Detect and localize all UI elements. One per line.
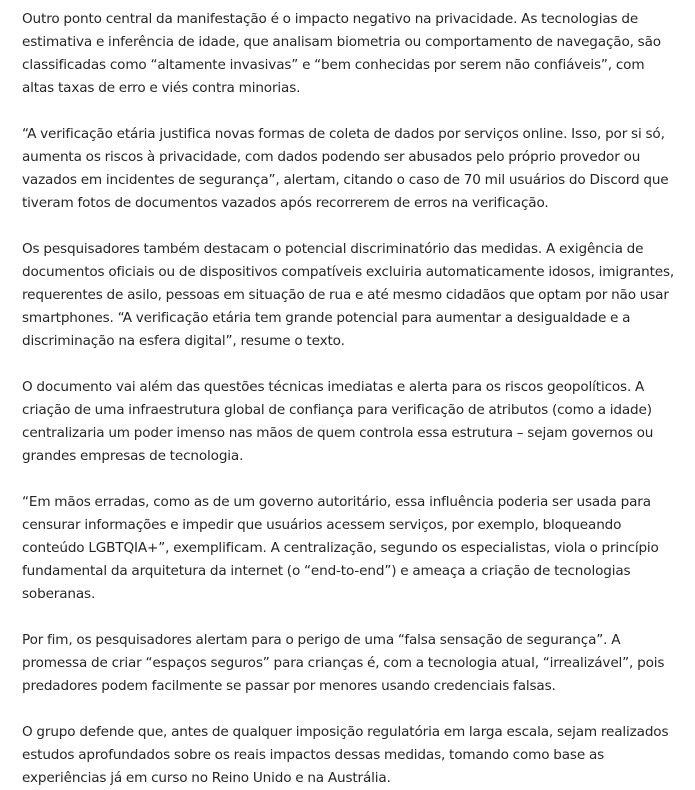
paragraph-discrimination: Os pesquisadores também destacam o potencial discriminatório das medidas. A exigência de documentos oficiais ou de dispositivos compatíveis excluiria automaticamente idosos, imigrantes, requerentes de asilo, pessoas em situação de rua e até mesmo cidadãos que optam por não usar smartphones. “A verificação etária tem grande potencial para aumentar a desigualdade e a discriminação na esfera digital”, resume o texto. — [22, 241, 675, 349]
paragraph-conclusion: O grupo defende que, antes de qualquer imposição regulatória em larga escala, sejam realizados estudos aprofundados sobre os reais impactos dessas medidas, tomando como base as experiências já em curso no Reino Unido e na Austrália. — [22, 724, 669, 786]
paragraph-authoritarian-quote: “Em mãos erradas, como as de um governo autoritário, essa influência poderia ser usada para censurar informações e impedir que usuários acessem serviços, por exemplo, bloqueando conteúdo LGBTQIA+”, exemplificam. A centralização, segundo os especialistas, viola o princípio fundamental da arquitetura da internet (o “end-to-end”) e ameaça a criação de tecnologias soberanas. — [22, 494, 659, 602]
paragraph-geopolitical-risks: O documento vai além das questões técnicas imediatas e alerta para os riscos geopolíticos. A criação de uma infraestrutura global de confiança para verificação de atributos (como a idade) centralizaria um poder imenso nas mãos de quem controla essa estrutura – sejam governos ou grandes empresas de tecnologia. — [22, 379, 654, 464]
paragraph-data-collection-quote: “A verificação etária justifica novas formas de coleta de dados por serviços online. Isso, por si só, aumenta os riscos à privacidade, com dados podendo ser abusados pelo próprio provedor ou vazados em incidentes de segurança”, alertam, citando o caso de 70 mil usuários do Discord que tiveram fotos de documentos vazados após recorrerem de erros na verificação. — [22, 126, 669, 211]
article-body — [0, 8, 677, 790]
paragraph-false-security: Por fim, os pesquisadores alertam para o perigo de uma “falsa sensação de segurança”. A promessa de criar “espaços seguros” para crianças é, com a tecnologia atual, “irrealizável”, pois predadores podem facilmente se passar por menores usando credenciais falsas. — [22, 632, 665, 694]
paragraph-privacy: Outro ponto central da manifestação é o impacto negativo na privacidade. As tecnologias de estimativa e inferência de idade, que analisam biometria ou comportamento de navegação, são classificadas como “altamente invasivas” e “bem conhecidas por serem não confiáveis”, com altas taxas de erro e viés contra minorias. — [22, 11, 661, 96]
